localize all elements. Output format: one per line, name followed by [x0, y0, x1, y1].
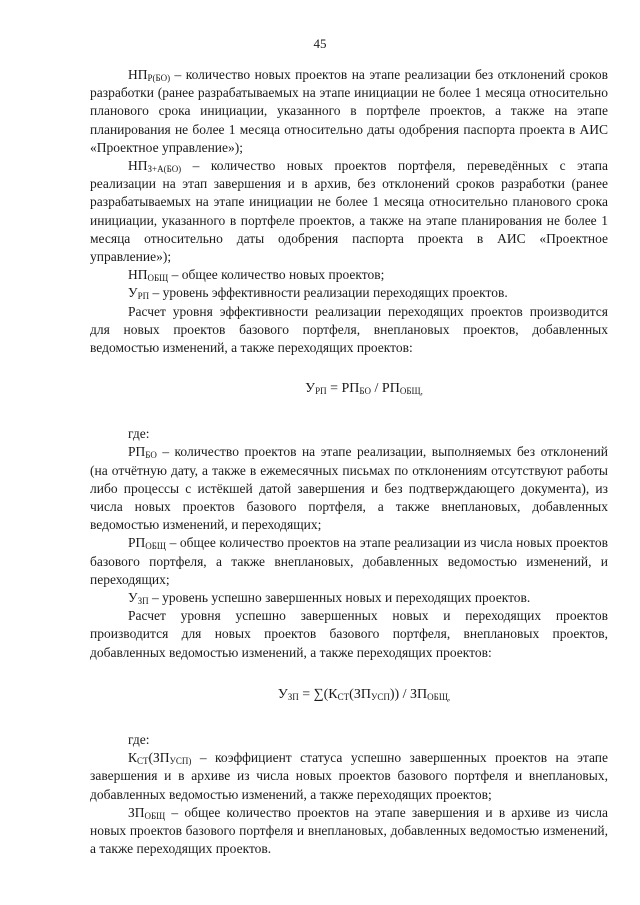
document-body [90, 66, 608, 858]
symbol-subscript: БО [145, 450, 157, 461]
formula-term: ЗП [410, 686, 428, 702]
symbol-subscript: УСП) [169, 756, 192, 767]
definition-text: – уровень эффективности реализации переходящих проектов. [149, 285, 508, 301]
formula-subscript: ЗП [287, 691, 299, 702]
formula-subscript: ОБЩ, [399, 386, 423, 397]
symbol-subscript: ОБЩ [145, 541, 167, 552]
definition-np-obsh [90, 266, 608, 284]
formula-operator: = [326, 381, 342, 397]
definition-u-rp [90, 284, 608, 302]
symbol: У [128, 285, 138, 301]
symbol-subscript: ЗП [137, 596, 149, 607]
formula-subscript: СТ [337, 691, 350, 702]
symbol: (ЗП [148, 750, 170, 766]
symbol: НП [128, 67, 148, 82]
definition-np-r-bo [90, 66, 608, 157]
symbol-subscript: СТ [137, 756, 149, 767]
formula-operator: = [298, 686, 314, 702]
symbol-subscript: ОБЩ [144, 810, 166, 821]
formula-u-rp [90, 380, 608, 398]
symbol: РП [128, 535, 146, 551]
formula-subscript: УСП [370, 691, 390, 702]
definition-zp-obsh [90, 804, 608, 859]
where-label: где: [128, 426, 150, 442]
definition-rp-obsh [90, 534, 608, 589]
definition-text: – количество новых проектов портфеля, переведённых с этапа реализации на этап завершения и в архив, без отклонений сроков разработки (ранее разрабатываемых на этапе инициации не более 1 месяца относительно планового срока инициации, указанного в портфеле проектов, а также на этапе планирования не более 1 месяца относительно даты одобрения паспорта проекта в АИС «Проектное управление»); [90, 158, 608, 265]
symbol: К [128, 750, 138, 766]
formula-term: РП [381, 381, 400, 397]
calculation-intro-zp: Расчет уровня успешно завершенных новых и переходящих проектов производится для новых проектов базового портфеля, внеплановых проектов, добавленных ведомостью изменений, а также переходящих проектов: [90, 608, 608, 660]
definition-rp-bo [90, 443, 608, 534]
formula-term: (ЗП [349, 686, 371, 702]
page-number: 45 [313, 36, 327, 51]
definition-text: – количество новых проектов на этапе реализации без отклонений сроков разработки (ранее разрабатываемых на этапе инициации не более 1 месяца относительно планового срока инициации, указанного в портфеле проектов, а также на этапе планирования не более 1 месяца относительно даты одобрения паспорта проекта в АИС «Проектное управление»); [90, 67, 608, 155]
definition-text: – общее количество проектов на этапе завершения и в архиве из числа новых проектов базового портфеля и внеплановых, добавленных ведомостью изменений, а также переходящих проектов. [90, 804, 608, 857]
definition-k-st [90, 749, 608, 804]
definition-text: – общее количество проектов на этапе реализации из числа новых проектов базового портфеля, а также внеплановых, добавленных ведомостью изменений, и переходящих; [90, 535, 608, 587]
formula-u-zp [90, 686, 608, 704]
definition-np-za-bo [90, 157, 608, 266]
symbol: У [128, 590, 138, 606]
symbol: РП [128, 444, 146, 460]
formula-subscript: БО [359, 386, 372, 397]
formula-term: У [277, 686, 288, 702]
symbol-subscript: З+А(БО) [147, 164, 182, 175]
definition-text: – коэффициент статуса успешно завершенных проектов на этапе завершения и в архиве из числа новых проектов базового портфеля и внеплановых, добавленных ведомостью изменений, а также переходящих проектов; [90, 750, 608, 802]
symbol: НП [128, 267, 148, 283]
symbol-subscript: Р(БО) [147, 73, 171, 83]
formula-operator: / [399, 686, 411, 702]
definition-text: – количество проектов на этапе реализации, выполняемых без отклонений (на отчётную дату, а также в ежемесячных письмах по отклонениям отсутствуют работы либо процессы с истёкшей датой завершения и без подтверждающего документа), из числа новых проектов базового портфеля, а также внеплановых, добавленных ведомостью изменений, и переходящих; [90, 444, 608, 533]
symbol-subscript: ОБЩ [147, 273, 169, 284]
symbol-subscript: РП [137, 291, 150, 302]
formula-operator: )) [389, 686, 400, 702]
symbol: ЗП [128, 804, 145, 820]
definition-text: – уровень успешно завершенных новых и переходящих проектов. [148, 590, 531, 606]
where-label: где: [128, 731, 150, 747]
formula-term: У [305, 381, 316, 397]
formula-subscript: РП [315, 386, 327, 397]
definition-text: – общее количество новых проектов; [168, 267, 385, 283]
formula-operator: / [371, 381, 382, 397]
formula-term: РП [341, 381, 360, 397]
formula-subscript: ОБЩ, [427, 691, 451, 702]
calculation-intro-rp: Расчет уровня эффективности реализации переходящих проектов производится для новых проектов базового портфеля, внеплановых проектов, добавленных ведомостью изменений, а также переходящих проектов: [90, 303, 608, 356]
definition-u-zp [90, 589, 608, 607]
symbol: НП [128, 158, 148, 174]
formula-sum: ∑(К [313, 686, 338, 702]
